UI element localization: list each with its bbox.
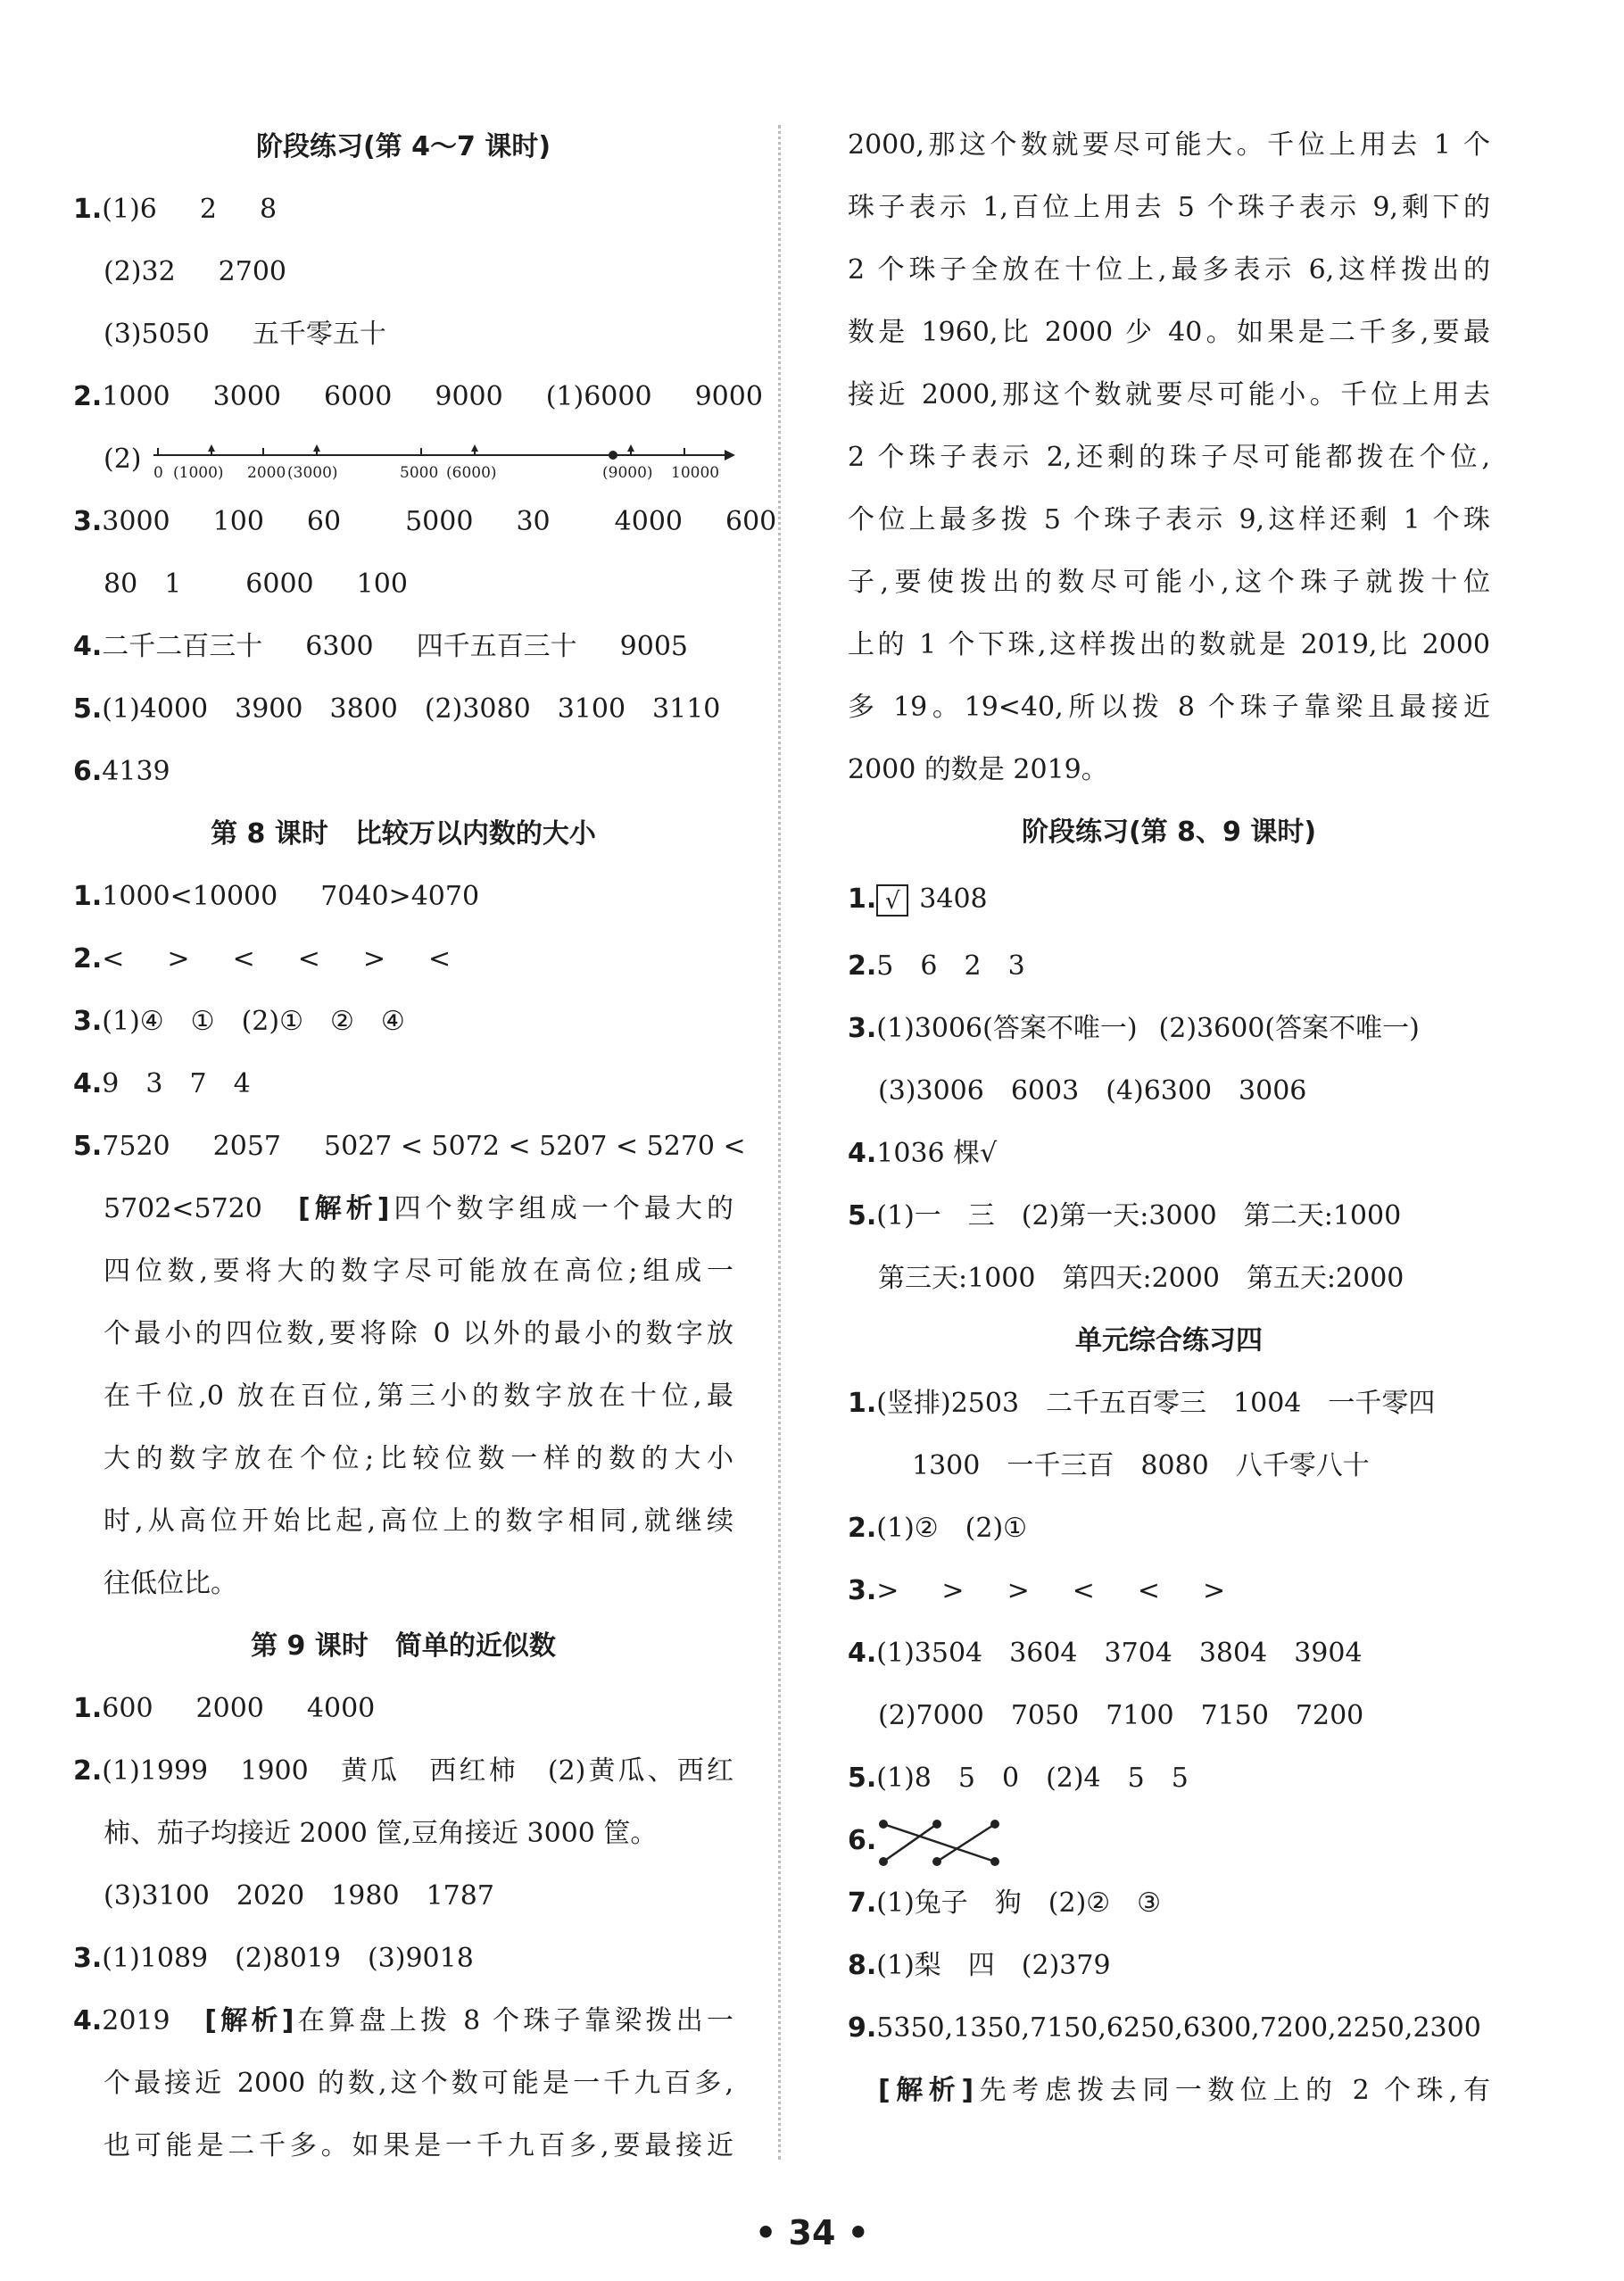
dot-marker-9000 — [609, 451, 617, 460]
explain-line: 在千位,0 放在百位,第三小的数字放在十位,最 — [104, 1381, 733, 1412]
answer-1-1: 1.(1)6 2 8 — [73, 194, 278, 225]
answer-9-2: 2.(1)1999 1900 黄瓜 西红柿 (2)黄瓜、西红 — [73, 1755, 733, 1787]
answer-u4-7: 7.(1)兔子 狗 (2)② ③ — [848, 1887, 1162, 1919]
answer-u4-1: 1.(竖排)2503 二千五百零三 1004 一千零四 — [848, 1388, 1436, 1419]
answer-u4-9: 9.5350,1350,7150,6250,6300,7200,2250,2300 — [848, 2012, 1481, 2044]
answer-4: 4.二千二百三十 6300 四千五百三十 9005 — [73, 631, 688, 662]
answer-u4-2: 2.(1)② (2)① — [848, 1513, 1028, 1544]
answer-u4-5: 5.(1)8 5 0 (2)4 5 5 — [848, 1763, 1189, 1794]
answer-s4-3-b: (3)3006 6003 (4)6300 3006 — [878, 1075, 1307, 1107]
tick-label-10000: 10000 — [671, 464, 720, 482]
arrow-marker-3000 — [313, 444, 320, 452]
number-line-arrow — [725, 450, 735, 460]
answer-s4-2: 2.5 6 2 3 — [848, 950, 1025, 982]
answer-8-5: 5.7520 2057 5027 < 5072 < 5207 < 5270 < — [73, 1131, 746, 1162]
answer-u4-9-explain: [解析]先考虑拨去同一数位上的 2 个珠,有 — [878, 2075, 1491, 2106]
number-line-svg — [73, 428, 733, 491]
answer-u4-4: 4.(1)3504 3604 3704 3804 3904 — [848, 1638, 1363, 1669]
tick-label-0: 0 — [153, 464, 163, 482]
answer-9-2-c: (3)3100 2020 1980 1787 — [104, 1880, 494, 1912]
answer-8-5-explain-1: 5702<5720 [解析]四个数字组成一个最大的 — [104, 1193, 734, 1224]
explain-line: 珠子表示 1,百位上用去 5 个珠子表示 9,剩下的 — [848, 192, 1490, 223]
explain-line: 接近 2000,那这个数就要尽可能小。千位上用去 — [848, 379, 1490, 411]
arrow-marker-9000 — [627, 444, 634, 452]
answer-s4-4: 4.1036 棵√ — [848, 1138, 998, 1169]
answer-9-1: 1.600 2000 4000 — [73, 1693, 376, 1724]
column-divider — [778, 125, 781, 2160]
answer-u4-4-b: (2)7000 7050 7100 7150 7200 — [878, 1700, 1364, 1731]
tick-label-1000: (1000) — [173, 464, 224, 482]
match-line-1 — [883, 1824, 995, 1862]
answer-s4-5-b: 第三天:1000 第四天:2000 第五天:2000 — [878, 1263, 1404, 1294]
explain-line-last: 往低位比。 — [104, 1568, 237, 1599]
explain-line-last: 2000 的数是 2019。 — [848, 754, 1108, 785]
section-title-lesson-8: 第 8 课时 比较万以内数的大小 — [211, 818, 596, 850]
explain-line: 多 19。19<40,所以拨 8 个珠子靠梁且最接近 — [848, 692, 1490, 723]
answer-8-2: 2.< > < < > < — [73, 943, 452, 975]
tick-label-2000: 2000 — [247, 464, 286, 482]
answer-u4-1-b: 1300 一千三百 8080 八千零八十 — [912, 1450, 1370, 1481]
answer-3-2: 80 1 6000 100 — [104, 568, 408, 600]
explain-line: 个位上最多拨 5 个珠子表示 9,这样还剩 1 个珠 — [848, 504, 1490, 535]
explain-line: 2 个珠子表示 2,还剩的珠子尽可能都拨在个位, — [848, 442, 1490, 473]
answer-s4-1: 1. √ 3408 — [848, 883, 988, 915]
arrow-marker-1000 — [208, 444, 215, 452]
right-column — [848, 114, 1490, 2122]
explain-line: 个最接近 2000 的数,这个数可能是一千九百多, — [104, 2068, 733, 2099]
section-title-unit-review-4: 单元综合练习四 — [1075, 1325, 1263, 1356]
answer-8-3: 3.(1)④ ① (2)① ② ④ — [73, 1006, 405, 1037]
answer-9-4: 4.2019 [解析]在算盘上拨 8 个珠子靠梁拨出一 — [73, 2005, 733, 2036]
section-title-lesson-9: 第 9 课时 简单的近似数 — [251, 1630, 556, 1662]
number-line — [73, 428, 733, 491]
section-title-stage-4-7: 阶段练习(第 4～7 课时) — [255, 131, 551, 162]
analysis-tag: [解析] — [204, 2005, 294, 2036]
tick-label-9000: (9000) — [602, 464, 653, 482]
answer-9-3: 3.(1)1089 (2)8019 (3)9018 — [73, 1943, 474, 1974]
section-title-stage-8-9: 阶段练习(第 8、9 课时) — [1021, 817, 1317, 848]
explain-line: 个最小的四位数,要将除 0 以外的最小的数字放 — [104, 1318, 733, 1349]
explain-line: 2000,那这个数就要尽可能大。千位上用去 1 个 — [848, 129, 1490, 161]
explain-line: 大的数字放在个位;比较位数一样的数的大小 — [104, 1443, 733, 1474]
answer-s4-5: 5.(1)一 三 (2)第一天:3000 第二天:1000 — [848, 1200, 1402, 1232]
explain-line: 时,从高位开始比起,高位上的数字相同,就继续 — [104, 1505, 733, 1537]
explain-line: 也可能是二千多。如果是一千九百多,要最接近 — [104, 2130, 733, 2161]
checkmark-box-icon: √ — [876, 884, 908, 917]
answer-u4-8: 8.(1)梨 四 (2)379 — [848, 1950, 1111, 1981]
answer-6: 6.4139 — [73, 756, 170, 787]
analysis-tag: [解析] — [297, 1193, 390, 1224]
number-line-label: (2) — [104, 444, 142, 475]
explain-line: 子,要使拨出的数尽可能小,这个珠子就拨十位 — [848, 567, 1490, 598]
answer-1-3: (3)5050 五千零五十 — [104, 319, 386, 350]
answer-5: 5.(1)4000 3900 3800 (2)3080 3100 3110 — [73, 693, 721, 725]
answer-2: 2.1000 3000 6000 9000 (1)6000 9000 — [73, 381, 763, 412]
answer-1-2: (2)32 2700 — [104, 256, 287, 287]
match-line-3 — [937, 1824, 995, 1862]
arrow-marker-6000 — [471, 444, 478, 452]
page-number: • 34 • — [755, 2213, 869, 2252]
match-line-2 — [883, 1824, 937, 1862]
answer-3-1: 3.3000 100 60 5000 30 4000 600 — [73, 506, 777, 537]
tick-label-3000: (3000) — [287, 464, 338, 482]
tick-label-6000: (6000) — [446, 464, 497, 482]
answer-9-2-b: 柿、茄子均接近 2000 筐,豆角接近 3000 筐。 — [104, 1818, 658, 1849]
explain-line: 数是 1960,比 2000 少 40。如果是二千多,要最 — [848, 317, 1490, 348]
matching-lines-diagram — [848, 1810, 1026, 1872]
answer-u4-3: 3.> > > < < > — [848, 1575, 1226, 1606]
explain-line: 上的 1 个下珠,这样拨出的数就是 2019,比 2000 — [848, 629, 1490, 660]
answer-8-1: 1.1000<10000 7040>4070 — [73, 881, 480, 912]
question-number: 1. — [73, 194, 103, 225]
answer-8-4: 4.9 3 7 4 — [73, 1068, 251, 1099]
answer-u4-6: 6. — [848, 1810, 1490, 1872]
explain-line: 四位数,要将大的数字尽可能放在高位;组成一 — [104, 1256, 733, 1287]
answer-s4-3: 3.(1)3006(答案不唯一) (2)3600(答案不唯一) — [848, 1013, 1420, 1044]
explain-line: 2 个珠子全放在十位上,最多表示 6,这样拨出的 — [848, 254, 1490, 286]
analysis-tag: [解析] — [878, 2075, 974, 2106]
left-column — [73, 116, 777, 2177]
tick-label-5000: 5000 — [400, 464, 439, 482]
